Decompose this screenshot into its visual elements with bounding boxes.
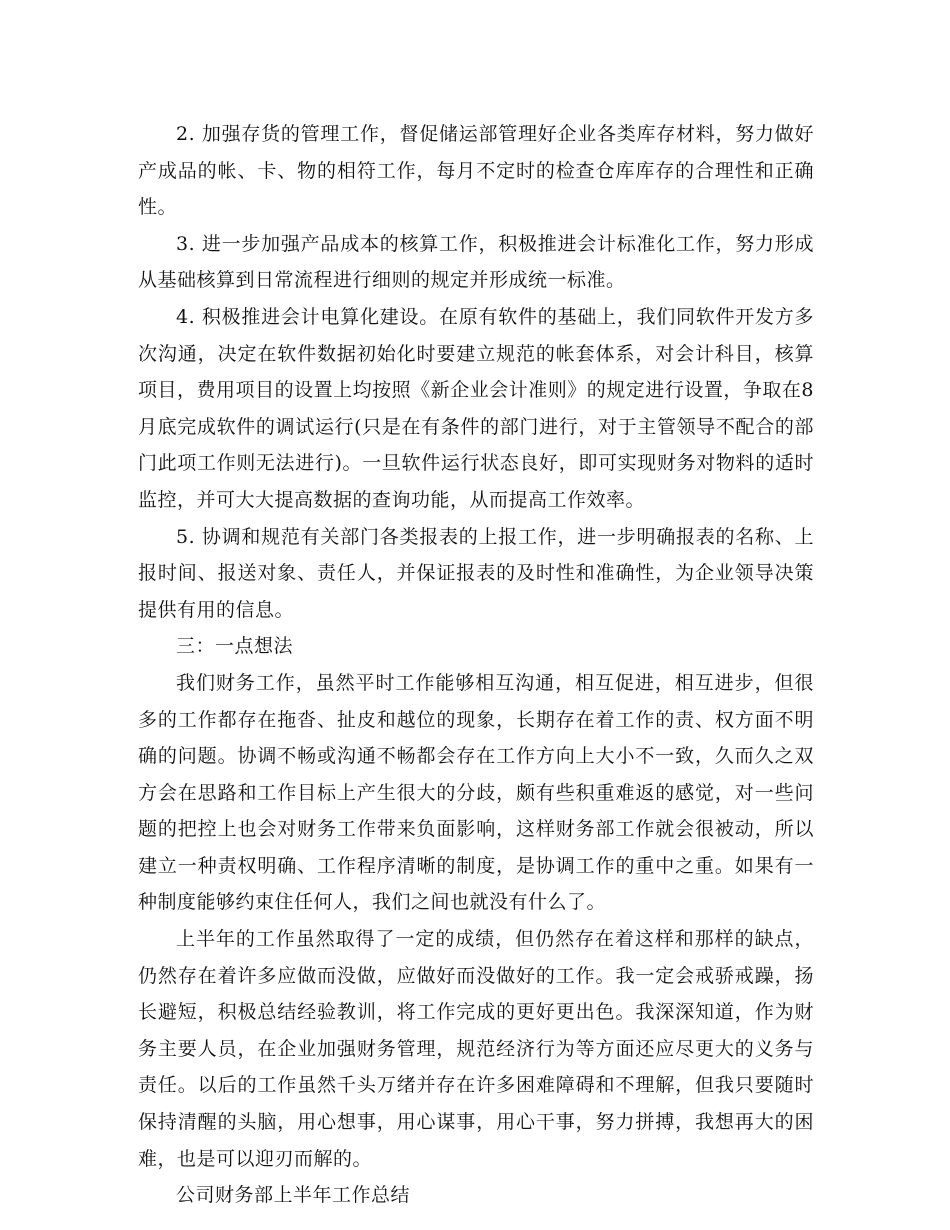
document-closing-title: 公司财务部上半年工作总结 (176, 1184, 411, 1207)
paragraph-thoughts: 我们财务工作，虽然平时工作能够相互沟通，相互促进，相互进步，但很多的工作都存在拖沓、扯皮和越位的现象，长期存在着工作的责、权方面不明确的问题。协调不畅或沟通不畅都会存在工作方向上大小不一致，久而久之双方会在思路和工作目标上产生很大的分歧，颇有些积重难返的感觉，对一些问题的把控上也会对财务工作带来负面影响，这样财务部工作就会很被动，所以建立一种责权明确、工作程序清晰的制度，是协调工作的重中之重。如果有一种制度能够约束住任何人，我们之间也就没有什么了。 (138, 671, 814, 914)
paragraph-conclusion: 上半年的工作虽然取得了一定的成绩，但仍然存在着这样和那样的缺点，仍然存在着许多应做而没做，应做好而没做好的工作。我一定会戒骄戒躁，扬长避短，积极总结经验教训，将工作完成的更好更出色。我深深知道，作为财务主要人员，在企业加强财务管理，规范经济行为等方面还应尽更大的义务与责任。以后的工作虽然千头万绪并存在许多困难障碍和不理解，但我只要随时保持清醒的头脑，用心想事，用心谋事，用心干事，努力拼搏，我想再大的困难，也是可以迎刃而解的。 (138, 928, 814, 1170)
document-body (138, 116, 814, 1214)
paragraph-item-3-cost-accounting: 3. 进一步加强产品成本的核算工作，积极推进会计标准化工作，努力形成从基础核算到日常流程进行细则的规定并形成统一标准。 (138, 232, 814, 292)
paragraph-item-4-computerization: 4. 积极推进会计电算化建设。在原有软件的基础上，我们同软件开发方多次沟通，决定在软件数据初始化时要建立规范的帐套体系，对会计科目，核算项目，费用项目的设置上均按照《新企业会计准则》的规定进行设置，争取在8月底完成软件的调试运行(只是在有条件的部门进行，对于主管领导不配合的部门此项工作则无法进行)。一旦软件运行状态良好，即可实现财务对物料的适时监控，并可大大提高数据的查询功能，从而提高工作效率。 (138, 305, 814, 511)
section-heading-thoughts: 三：一点想法 (176, 635, 294, 658)
paragraph-item-5-reports: 5. 协调和规范有关部门各类报表的上报工作，进一步明确报表的名称、上报时间、报送对象、责任人，并保证报表的及时性和准确性，为企业领导决策提供有用的信息。 (138, 525, 814, 621)
paragraph-item-2-inventory: 2. 加强存货的管理工作，督促储运部管理好企业各类库存材料，努力做好产成品的帐、卡、物的相符工作，每月不定时的检查仓库库存的合理性和正确性。 (138, 123, 814, 219)
